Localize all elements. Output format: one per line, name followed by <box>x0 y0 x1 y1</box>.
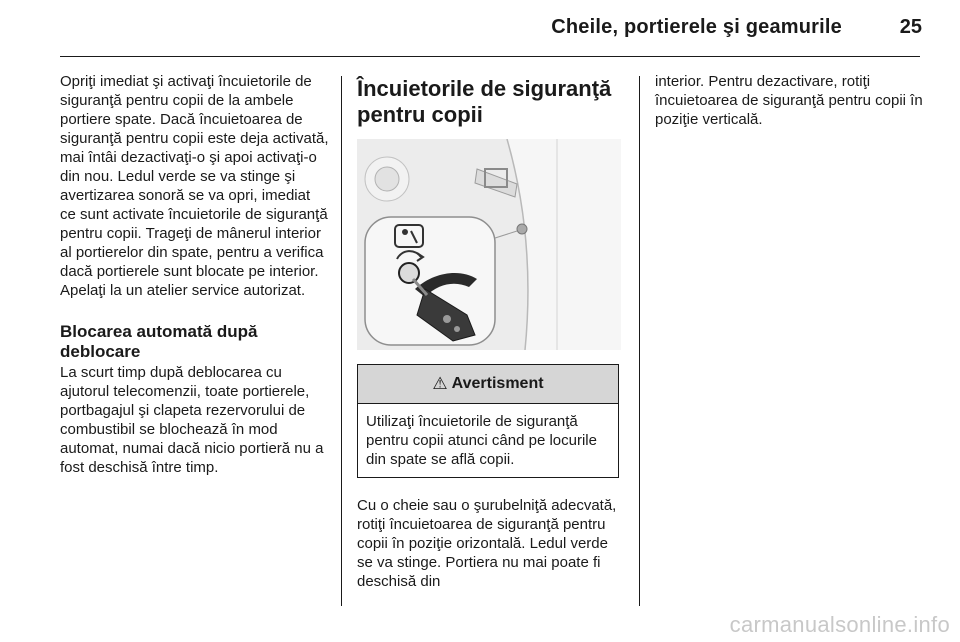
warning-title: Avertisment <box>451 375 544 392</box>
warning-box <box>357 364 619 478</box>
body-paragraph: Opriţi imediat şi activaţi încuietorile de siguranţă pentru copii de la ambele portiere spate. Dacă încuietoarea de siguranţă pentru copii este deja activată, mai întâi dezactivaţi-o şi apoi activaţi-o din nou. Ledul verde se va stinge şi avertizarea sonoră se va opri, imediat ce sunt activate încuietorile de siguranţă pentru copii. Trageţi de mânerul interior al portierelor din spate, pentru a verifica dacă portierele sunt blocate pe interior. Apelaţi la un atelier service autorizat. <box>60 73 329 299</box>
warning-header <box>358 365 618 404</box>
left-column <box>60 72 330 477</box>
body-paragraph: interior. Pentru dezactivare, rotiţi încuietoarea de siguranţă pentru copii în poziţie verticală. <box>655 73 923 128</box>
warning-text: Utilizaţi încuietorile de siguranţă pentru copii atunci când pe locurile din spate se află copii. <box>366 413 597 468</box>
section-title: Încuietorile de siguranţă pentru copii <box>357 76 612 127</box>
child-lock-illustration <box>357 139 621 350</box>
running-header-title: Cheile, portierele şi geamurile <box>551 16 842 38</box>
body-paragraph: Cu o cheie sau o şurubelniţă adecvată, rotiţi încuietoarea de siguranţă pentru copii în poziţie orizontală. Ledul verde se va stinge. Portiera nu mai poate fi deschisă din <box>357 497 617 590</box>
body-paragraph: La scurt timp după deblocarea cu ajutorul telecomenzii, toate portierele, portbagajul şi clapeta rezervorului de combustibil se blochează în mod automat, numai dacă nicio portieră nu a fost deschisă între timp. <box>60 364 324 476</box>
watermark: carmanualsonline.info <box>729 612 950 637</box>
page-number: 25 <box>899 16 922 38</box>
right-column <box>655 72 923 129</box>
header-divider <box>60 56 920 57</box>
column-divider-right <box>639 76 640 606</box>
warning-triangle-icon: ⚠ <box>432 374 448 393</box>
subheading: Blocarea automată după deblocare <box>60 322 258 361</box>
middle-column <box>357 70 625 591</box>
column-divider-left <box>341 76 342 606</box>
